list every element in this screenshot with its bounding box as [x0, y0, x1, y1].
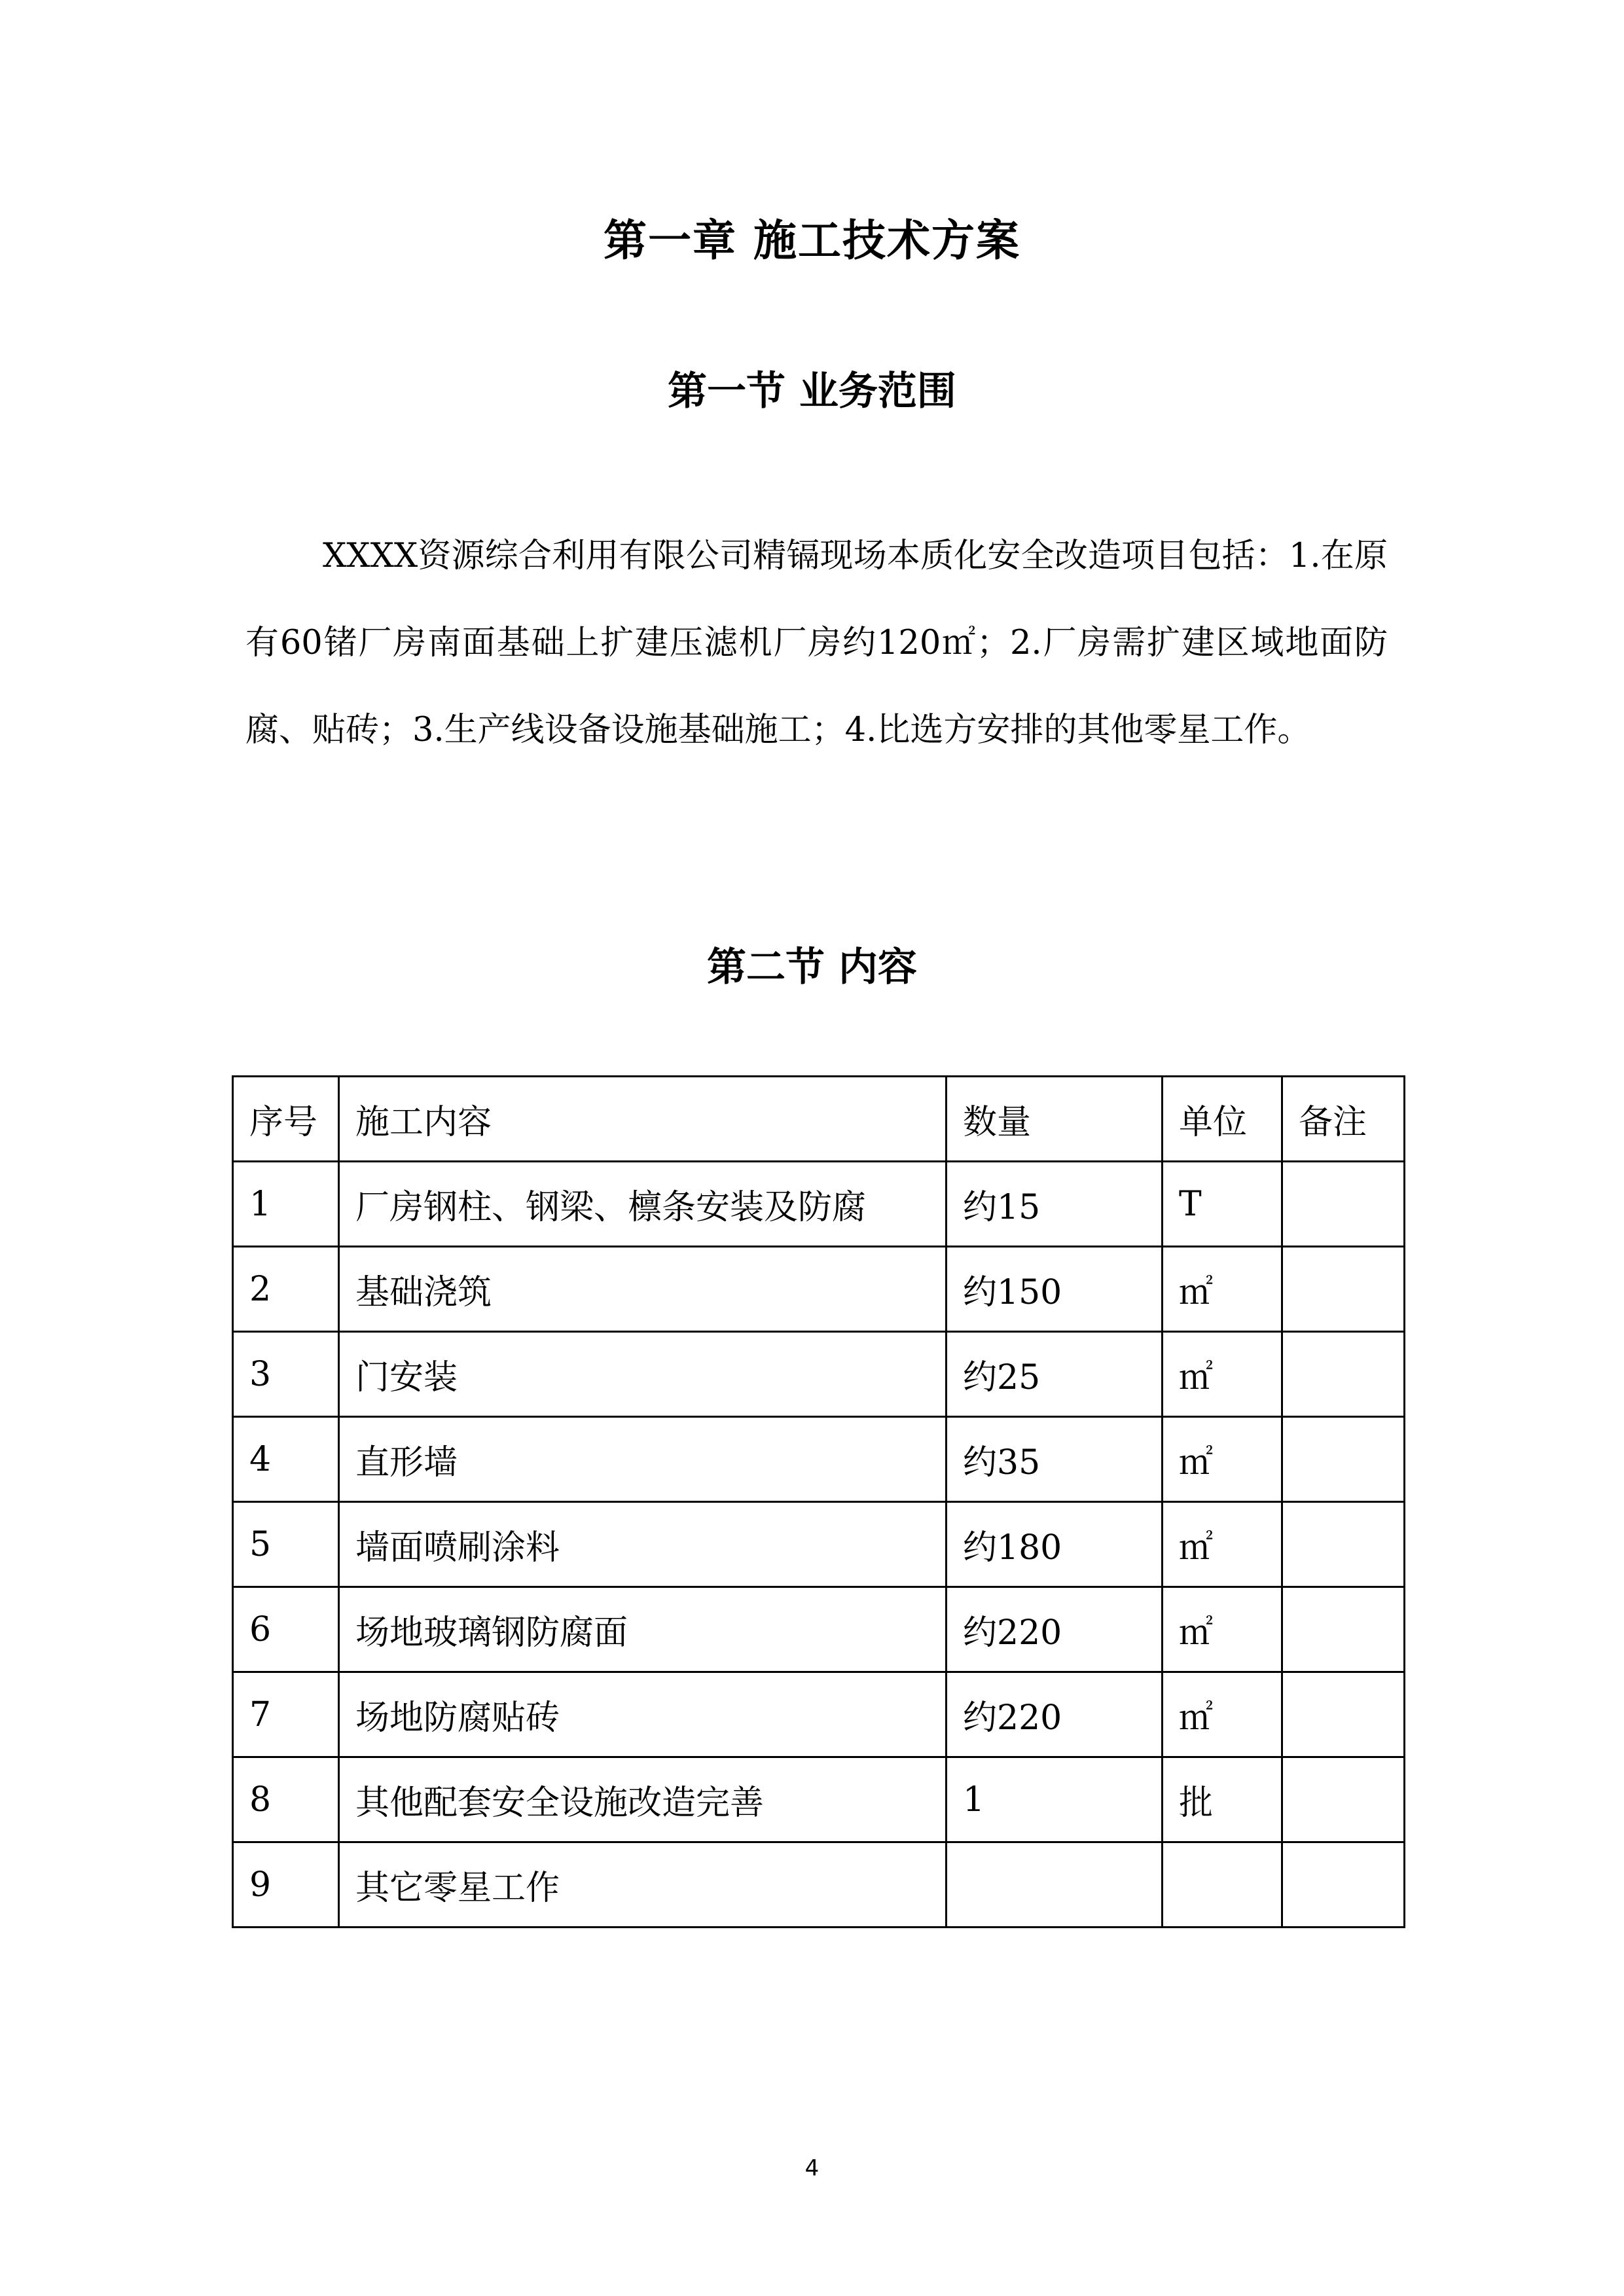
cell-remarks	[1282, 1162, 1405, 1247]
cell-content: 其他配套安全设施改造完善	[339, 1757, 947, 1842]
table-row	[233, 1247, 1405, 1332]
cell-remarks	[1282, 1842, 1405, 1928]
cell-index: 5	[233, 1502, 339, 1587]
table-row	[233, 1162, 1405, 1247]
cell-content: 其它零星工作	[339, 1842, 947, 1928]
cell-index: 9	[233, 1842, 339, 1928]
table-row	[233, 1587, 1405, 1672]
cell-unit: ㎡	[1163, 1417, 1282, 1502]
cell-quantity: 1	[947, 1757, 1163, 1842]
table-row	[233, 1757, 1405, 1842]
content-table	[232, 1075, 1405, 1928]
cell-unit: ㎡	[1163, 1502, 1282, 1587]
cell-index: 6	[233, 1587, 339, 1672]
cell-unit: ㎡	[1163, 1332, 1282, 1417]
cell-quantity: 约220	[947, 1672, 1163, 1757]
cell-quantity: 约180	[947, 1502, 1163, 1587]
cell-remarks	[1282, 1247, 1405, 1332]
chapter-title: 第一章 施工技术方案	[604, 215, 1020, 266]
scope-paragraph: XXXX资源综合利用有限公司精镉现场本质化安全改造项目包括：1.在原有60锗厂房南面基础上扩建压滤机厂房约120㎡；2.厂房需扩建区域地面防腐、贴砖；3.生产线设备设施基础施工；4.比选方安排的其他零星工作。	[245, 537, 1388, 749]
table-row	[233, 1672, 1405, 1757]
cell-unit: ㎡	[1163, 1587, 1282, 1672]
cell-remarks	[1282, 1587, 1405, 1672]
cell-quantity	[947, 1842, 1163, 1928]
cell-content: 基础浇筑	[339, 1247, 947, 1332]
table-row	[233, 1332, 1405, 1417]
cell-remarks	[1282, 1332, 1405, 1417]
table-row	[233, 1417, 1405, 1502]
cell-quantity: 约25	[947, 1332, 1163, 1417]
cell-index: 1	[233, 1162, 339, 1247]
cell-quantity: 约150	[947, 1247, 1163, 1332]
cell-unit: ㎡	[1163, 1247, 1282, 1332]
cell-content: 厂房钢柱、钢梁、檩条安装及防腐	[339, 1162, 947, 1247]
cell-quantity: 约35	[947, 1417, 1163, 1502]
cell-index: 8	[233, 1757, 339, 1842]
cell-remarks	[1282, 1417, 1405, 1502]
cell-quantity: 约15	[947, 1162, 1163, 1247]
table-row	[233, 1842, 1405, 1928]
cell-content: 场地防腐贴砖	[339, 1672, 947, 1757]
cell-unit	[1163, 1842, 1282, 1928]
cell-content: 直形墙	[339, 1417, 947, 1502]
cell-content: 场地玻璃钢防腐面	[339, 1587, 947, 1672]
header-cell-remarks: 备注	[1282, 1077, 1405, 1162]
cell-unit: T	[1163, 1162, 1282, 1247]
cell-content: 墙面喷刷涂料	[339, 1502, 947, 1587]
cell-index: 7	[233, 1672, 339, 1757]
header-cell-content: 施工内容	[339, 1077, 947, 1162]
cell-remarks	[1282, 1672, 1405, 1757]
cell-unit: ㎡	[1163, 1672, 1282, 1757]
table-row	[233, 1502, 1405, 1587]
cell-unit: 批	[1163, 1757, 1282, 1842]
cell-quantity: 约220	[947, 1587, 1163, 1672]
table-header-row	[233, 1077, 1405, 1162]
page-number: 4	[804, 2155, 820, 2181]
cell-remarks	[1282, 1502, 1405, 1587]
cell-index: 4	[233, 1417, 339, 1502]
cell-index: 2	[233, 1247, 339, 1332]
section-title-content: 第二节 内容	[707, 944, 917, 990]
cell-content: 门安装	[339, 1332, 947, 1417]
header-cell-unit: 单位	[1163, 1077, 1282, 1162]
header-cell-quantity: 数量	[947, 1077, 1163, 1162]
header-cell-index: 序号	[233, 1077, 339, 1162]
cell-index: 3	[233, 1332, 339, 1417]
cell-remarks	[1282, 1757, 1405, 1842]
section-title-scope: 第一节 业务范围	[668, 368, 956, 414]
